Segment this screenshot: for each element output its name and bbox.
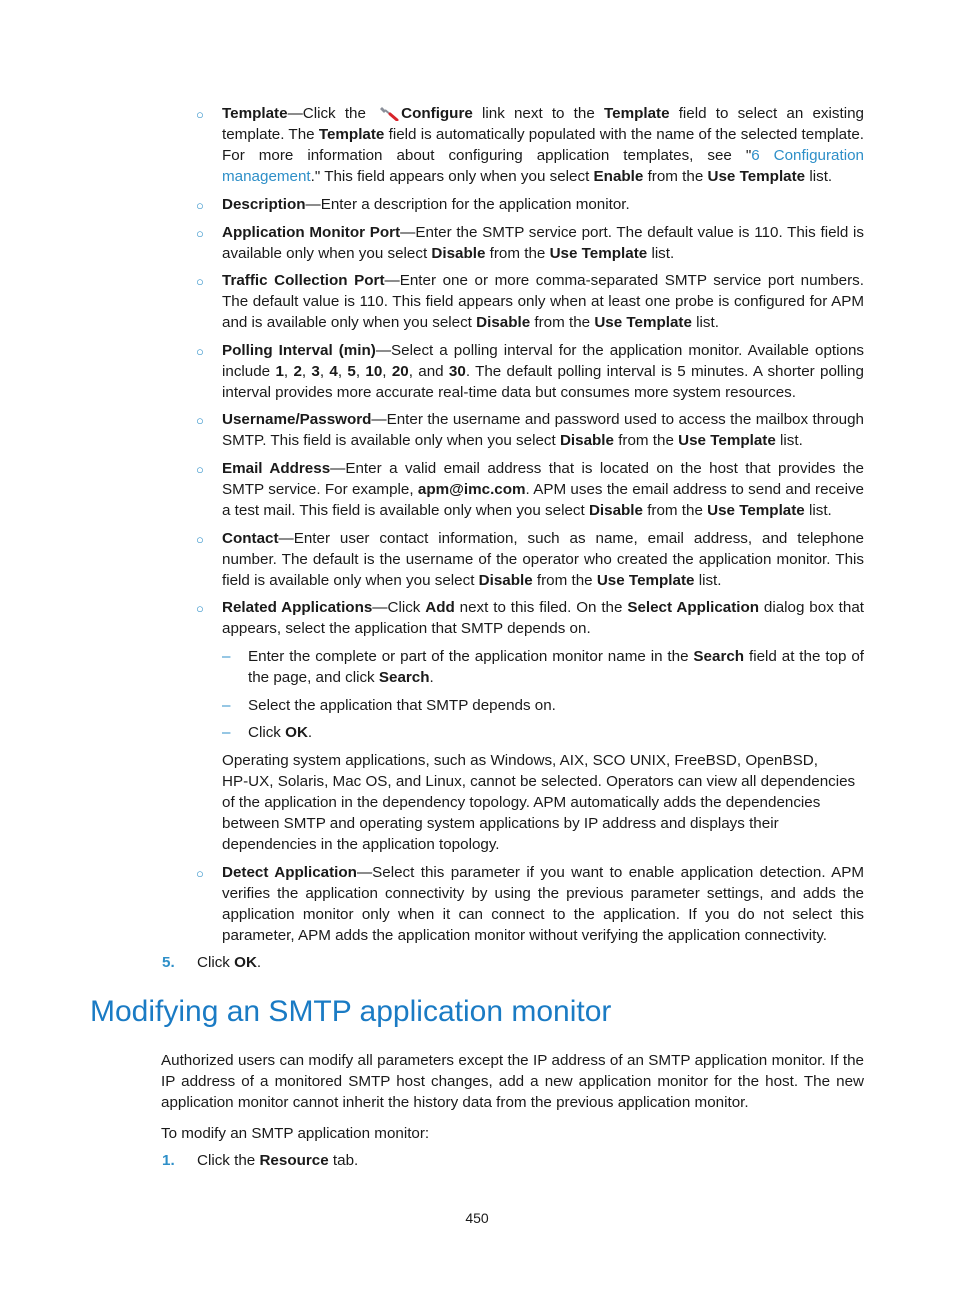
wrench-icon [379,105,399,121]
bold-term: Username/Password [222,411,372,428]
item-contact: Contact—Enter user contact information, such as name, email address, and telephone number. The default is the username of the operator who created the application monitor. This field is available only when you select Disable from the Use Template list. [222,530,864,589]
bold-term: Polling Interval (min) [222,342,376,359]
bold-term: 1 [275,363,284,380]
bold-term: Select Application [627,599,760,616]
step-1-text: Click the Resource tab. [197,1152,359,1169]
step-number: 1. [162,1152,175,1169]
bullet-marker: ○ [196,532,204,547]
lead-paragraph: To modify an SMTP application monitor: [161,1125,430,1142]
dash-marker: – [222,648,231,665]
bold-term: OK [234,954,257,971]
bold-term: Use Template [707,168,806,185]
bold-term: Disable [559,432,614,449]
intro-paragraph: Authorized users can modify all parameters except the IP address of an SMTP application monitor. If the IP address of a monitored SMTP host changes, add a new application monitor for the host. The new application monitor cannot inherit the history data from the previous application monitor. [161,1052,864,1111]
bold-term: Use Template [596,572,695,589]
note-line: HP-UX, Solaris, Mac OS, and Linux, cannot be selected. Operators can view all dependencies [222,773,856,790]
bold-term: Template [603,105,670,122]
item-related-applications: Related Applications—Click Add next to this filed. On the Select Application dialog box that appears, select the application that SMTP depends on. [222,599,864,637]
bold-term: Configure [401,105,473,122]
cross-reference-link[interactable]: 6 Configuration management [222,147,864,185]
bullet-marker: ○ [196,226,204,241]
bold-term: Use Template [707,502,805,519]
bullet-marker: ○ [196,413,204,428]
bold-term: Search [693,648,745,665]
note-line: of the application in the dependency topology. APM automatically adds the dependencies [222,794,821,811]
bold-term: Email Address [222,460,331,477]
bold-term: 10 [365,363,383,380]
item-template: Template—Click the Configure link next to the Template field to select an existing template. The Template field is automatically populated with the name of the selected template. For more information about configuring application templates, see "6 Configuration management." This field appears only when you select Enable from the Use Template list. [222,105,864,185]
subitem-enter-search: Enter the complete or part of the application monitor name in the Search field at the top of the page, and click Search. [248,648,864,686]
page-number: 450 [465,1210,489,1226]
bold-term: Description [222,196,306,213]
bold-term: Disable [588,502,643,519]
dash-marker: – [222,697,231,714]
bullet-marker: ○ [196,866,204,881]
bold-term: Template [222,105,288,122]
item-username-password: Username/Password—Enter the username and password used to access the mailbox through SMTP. This field is available only when you select Disable from the Use Template list. [222,411,864,449]
bold-term: Contact [222,530,279,547]
note-line: between SMTP and operating system applications by IP address and displays their [222,815,779,832]
bold-term: Disable [478,572,533,589]
item-detect-application: Detect Application—Select this parameter if you want to enable application detection. APM verifies the application connectivity by using the previous parameter settings, and adds the application monitor only when it can connect to the application. If you do not select this parameter, APM adds the application monitor without verifying the application connectivity. [222,864,864,944]
bold-term: Application Monitor Port [222,224,401,241]
note-paragraph [222,750,864,855]
bold-term: Detect Application [222,864,357,881]
subitem-select-app: Select the application that SMTP depends on. [248,697,556,714]
bullet-marker: ○ [196,462,204,477]
step-number: 5. [162,954,175,971]
bold-term: 30 [448,363,466,380]
bullet-marker: ○ [196,344,204,359]
item-polling-interval: Polling Interval (min)—Select a polling interval for the application monitor. Available options include 1, 2, 3, 4, 5, 10, 20, and 30. The default polling interval is 5 minutes. A shorter polling interval provides more accurate real-time data but consumes more system resources. [222,342,864,401]
bold-term: Use Template [549,245,648,262]
bold-term: Disable [476,314,531,331]
bold-term: Use Template [678,432,776,449]
bold-term: Template [318,126,385,143]
bold-term: apm@imc.com [417,481,526,498]
subitem-click-ok: Click OK. [248,724,313,741]
bold-term: Enable [593,168,644,185]
bold-term: Related Applications [222,599,373,616]
section-heading: Modifying an SMTP application monitor [90,995,612,1028]
bullet-marker: ○ [196,601,204,616]
bullet-marker: ○ [196,198,204,213]
bold-term: 5 [347,363,356,380]
bold-term: Traffic Collection Port [222,272,385,289]
bold-term: Search [378,669,430,686]
note-line: dependencies in the application topology. [222,836,500,853]
note-line: Operating system applications, such as Windows, AIX, SCO UNIX, FreeBSD, OpenBSD, [222,752,818,769]
bold-term: 20 [391,363,409,380]
item-app-monitor-port: Application Monitor Port—Enter the SMTP service port. The default value is 110. This field is available only when you select Disable from the Use Template list. [222,224,865,262]
item-description: Description—Enter a description for the application monitor. [222,196,630,213]
bold-term: Resource [259,1152,329,1169]
bold-term: Use Template [594,314,692,331]
bold-term: Disable [431,245,486,262]
bold-term: 2 [293,363,302,380]
bullet-marker: ○ [196,107,204,122]
bold-term: Add [425,599,455,616]
bold-term: OK [285,724,308,741]
bold-term: 3 [311,363,320,380]
bullet-marker: ○ [196,274,204,289]
item-traffic-collection-port: Traffic Collection Port—Enter one or more comma-separated SMTP service port numbers. The default value is 110. This field appears only when at least one probe is configured for APM and is available only when you select Disable from the Use Template list. [222,272,864,331]
bold-term: 4 [329,363,338,380]
item-email-address: Email Address—Enter a valid email address that is located on the host that provides the SMTP service. For example, apm@imc.com. APM uses the email address to send and receive a test mail. This field is available only when you select Disable from the Use Template list. [222,460,864,519]
step-5-text: Click OK. [197,954,262,971]
dash-marker: – [222,724,231,741]
